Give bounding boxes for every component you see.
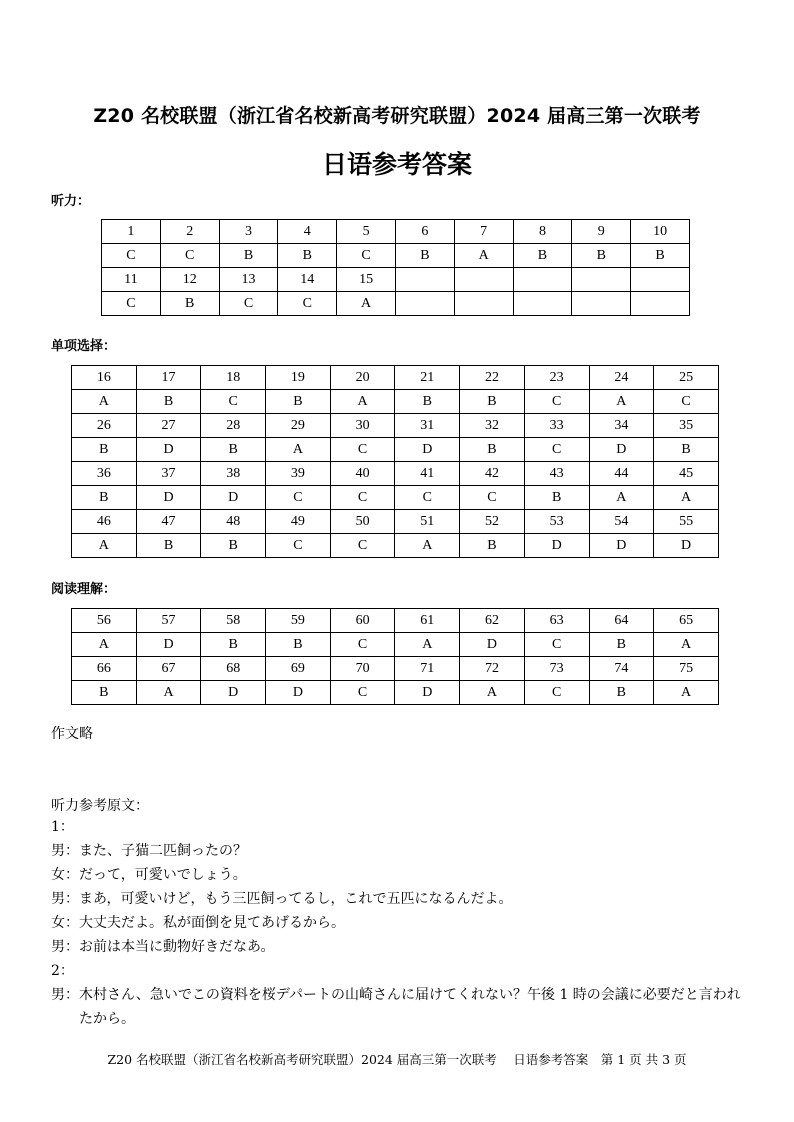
question-number-cell: 10: [631, 220, 690, 244]
answer-cell: D: [395, 681, 460, 705]
table-row: [72, 657, 719, 681]
table-row: [102, 268, 690, 292]
answer-cell: C: [395, 486, 460, 510]
document-title: Z20 名校联盟（浙江省名校新高考研究联盟）2024 届高三第一次联考: [93, 105, 701, 127]
table-row: [102, 220, 690, 244]
table-row: [102, 292, 690, 316]
answer-cell: C: [337, 244, 396, 268]
answer-cell: [454, 292, 513, 316]
page-footer: Z20 名校联盟（浙江省名校新高考研究联盟）2024 届高三第一次联考 日语参考答案 第 1 页 共 3 页: [107, 1052, 687, 1067]
answer-cell: B: [460, 534, 525, 558]
answer-cell: B: [219, 244, 278, 268]
answer-cell: B: [631, 244, 690, 268]
dialogue-text: 大丈夫だよ。私が面倒を見てあげるから。: [79, 915, 345, 931]
table-row: [72, 390, 719, 414]
answer-cell: C: [460, 486, 525, 510]
answer-cell: A: [460, 681, 525, 705]
answer-cell: B: [72, 486, 137, 510]
answer-cell: C: [278, 292, 337, 316]
question-number-cell: 2: [160, 220, 219, 244]
answer-cell: A: [72, 534, 137, 558]
answer-cell: B: [72, 681, 137, 705]
answer-cell: C: [330, 438, 395, 462]
dialogue-line: [51, 863, 751, 887]
answer-cell: A: [136, 681, 201, 705]
answer-cell: D: [589, 534, 654, 558]
dialogue-line: [51, 887, 751, 911]
question-number-cell: 72: [460, 657, 525, 681]
answer-cell: A: [654, 633, 719, 657]
answer-cell: D: [136, 438, 201, 462]
answer-cell: D: [201, 486, 266, 510]
question-number-cell: 66: [72, 657, 137, 681]
question-number-cell: 4: [278, 220, 337, 244]
question-number-cell: 43: [524, 462, 589, 486]
question-number-cell: 40: [330, 462, 395, 486]
answer-cell: C: [201, 390, 266, 414]
answer-cell: A: [395, 534, 460, 558]
dialogue-text: まあ，可愛いけど，もう三匹飼ってるし，これで五匹になるんだよ。: [79, 891, 513, 907]
dialogue-text: お前は本当に動物好きだなあ。: [79, 939, 275, 955]
question-number-cell: 34: [589, 414, 654, 438]
answer-cell: B: [201, 633, 266, 657]
speaker-label: 女：: [51, 915, 79, 931]
question-number-cell: 21: [395, 366, 460, 390]
answer-cell: D: [395, 438, 460, 462]
essay-note: 作文略: [51, 726, 93, 742]
question-number-cell: 30: [330, 414, 395, 438]
speaker-label: 男：: [51, 987, 79, 1003]
speaker-label: 女：: [51, 867, 79, 883]
question-number-cell: 31: [395, 414, 460, 438]
answer-cell: B: [72, 438, 137, 462]
answer-cell: B: [572, 244, 631, 268]
answer-cell: A: [589, 486, 654, 510]
answer-cell: D: [201, 681, 266, 705]
question-number-cell: 58: [201, 609, 266, 633]
question-number-cell: 5: [337, 220, 396, 244]
dialogue-text: 木村さん、急いでこの資料を桜デパートの山崎さんに届けてくれない？午後 1 時の会議に必要だと言われたから。: [79, 987, 741, 1027]
answer-cell: A: [337, 292, 396, 316]
answer-cell: C: [160, 244, 219, 268]
answer-cell: B: [589, 633, 654, 657]
answer-cell: B: [589, 681, 654, 705]
answer-cell: B: [136, 390, 201, 414]
question-number-cell: [572, 268, 631, 292]
question-number-cell: 51: [395, 510, 460, 534]
question-number-cell: 23: [524, 366, 589, 390]
answer-cell: D: [460, 633, 525, 657]
question-number-cell: 6: [395, 220, 454, 244]
question-number-cell: 19: [266, 366, 331, 390]
question-number-cell: [395, 268, 454, 292]
question-number-cell: 44: [589, 462, 654, 486]
question-number-cell: 62: [460, 609, 525, 633]
dialogue-line: [51, 911, 751, 935]
question-number-cell: 35: [654, 414, 719, 438]
table-row: [72, 510, 719, 534]
answer-cell: B: [201, 534, 266, 558]
answer-cell: [513, 292, 572, 316]
question-number-cell: 1: [102, 220, 161, 244]
question-number-cell: 46: [72, 510, 137, 534]
question-number-cell: 26: [72, 414, 137, 438]
question-number-cell: 16: [72, 366, 137, 390]
question-number-cell: 38: [201, 462, 266, 486]
question-number-cell: 49: [266, 510, 331, 534]
question-number-cell: 52: [460, 510, 525, 534]
question-number-cell: 18: [201, 366, 266, 390]
question-number-cell: 22: [460, 366, 525, 390]
question-number-cell: 64: [589, 609, 654, 633]
answer-cell: D: [136, 486, 201, 510]
question-number-cell: 74: [589, 657, 654, 681]
listening-section-label: 听力：: [51, 194, 91, 209]
answer-cell: C: [102, 244, 161, 268]
question-number-cell: 29: [266, 414, 331, 438]
answer-cell: B: [460, 390, 525, 414]
question-number-cell: 13: [219, 268, 278, 292]
question-number-cell: 28: [201, 414, 266, 438]
question-number-cell: 45: [654, 462, 719, 486]
question-number-cell: 50: [330, 510, 395, 534]
answer-cell: C: [266, 534, 331, 558]
answer-cell: C: [266, 486, 331, 510]
question-1-dialogue: [51, 839, 751, 959]
listening-answer-table: [101, 219, 690, 316]
question-number-cell: [513, 268, 572, 292]
question-number-cell: 70: [330, 657, 395, 681]
question-number-cell: 33: [524, 414, 589, 438]
question-number-cell: 42: [460, 462, 525, 486]
question-number-cell: 8: [513, 220, 572, 244]
single-choice-answer-table: [71, 365, 719, 558]
question-number-cell: 9: [572, 220, 631, 244]
answer-cell: B: [513, 244, 572, 268]
table-row: [72, 414, 719, 438]
answer-cell: D: [654, 534, 719, 558]
reading-answer-table: [71, 608, 719, 705]
question-number-cell: 59: [266, 609, 331, 633]
answer-cell: B: [266, 633, 331, 657]
question-number-cell: 71: [395, 657, 460, 681]
question-number-cell: 12: [160, 268, 219, 292]
question-number-cell: 25: [654, 366, 719, 390]
question-number-cell: 36: [72, 462, 137, 486]
single-choice-section-label: 单项选择：: [51, 339, 117, 354]
question-2-label: 2：: [51, 963, 74, 979]
answer-cell: B: [654, 438, 719, 462]
question-2-dialogue: [51, 983, 751, 1031]
reading-section-label: 阅读理解：: [51, 582, 117, 597]
question-number-cell: [631, 268, 690, 292]
answer-cell: A: [72, 390, 137, 414]
answer-cell: A: [330, 390, 395, 414]
table-row: [72, 462, 719, 486]
answer-cell: [572, 292, 631, 316]
table-row: [72, 366, 719, 390]
speaker-label: 男：: [51, 891, 79, 907]
table-row: [72, 681, 719, 705]
answer-cell: C: [330, 681, 395, 705]
question-number-cell: 65: [654, 609, 719, 633]
answer-cell: B: [266, 390, 331, 414]
answer-cell: [631, 292, 690, 316]
question-number-cell: 3: [219, 220, 278, 244]
answer-cell: D: [136, 633, 201, 657]
question-number-cell: 57: [136, 609, 201, 633]
dialogue-line: [51, 839, 751, 863]
transcript-body: [51, 815, 751, 1031]
question-number-cell: 41: [395, 462, 460, 486]
question-number-cell: 68: [201, 657, 266, 681]
question-number-cell: 63: [524, 609, 589, 633]
answer-cell: A: [589, 390, 654, 414]
question-number-cell: 14: [278, 268, 337, 292]
question-number-cell: 75: [654, 657, 719, 681]
answer-cell: B: [524, 486, 589, 510]
answer-cell: C: [330, 633, 395, 657]
answer-cell: B: [460, 438, 525, 462]
answer-cell: A: [395, 633, 460, 657]
answer-cell: C: [219, 292, 278, 316]
answer-cell: C: [524, 633, 589, 657]
question-1-label: 1：: [51, 819, 74, 835]
question-number-cell: 15: [337, 268, 396, 292]
question-number-cell: 39: [266, 462, 331, 486]
dialogue-text: また、子猫二匹飼ったの？: [79, 843, 247, 859]
answer-cell: B: [160, 292, 219, 316]
document-subtitle: 日语参考答案: [321, 150, 472, 179]
question-number-cell: 73: [524, 657, 589, 681]
table-row: [72, 534, 719, 558]
speaker-label: 男：: [51, 939, 79, 955]
question-number-cell: 24: [589, 366, 654, 390]
answer-cell: B: [201, 438, 266, 462]
question-number-cell: 32: [460, 414, 525, 438]
answer-cell: C: [330, 534, 395, 558]
answer-cell: C: [330, 486, 395, 510]
question-number-cell: 47: [136, 510, 201, 534]
question-number-cell: 56: [72, 609, 137, 633]
answer-cell: C: [102, 292, 161, 316]
answer-cell: A: [266, 438, 331, 462]
dialogue-line: [51, 983, 751, 1031]
answer-cell: B: [395, 390, 460, 414]
table-row: [72, 609, 719, 633]
dialogue-line: [51, 935, 751, 959]
speaker-label: 男：: [51, 843, 79, 859]
question-number-cell: 27: [136, 414, 201, 438]
answer-cell: B: [395, 244, 454, 268]
question-number-cell: 55: [654, 510, 719, 534]
question-number-cell: 11: [102, 268, 161, 292]
answer-cell: A: [454, 244, 513, 268]
dialogue-text: だって，可愛いでしょう。: [79, 867, 247, 883]
answer-cell: A: [654, 681, 719, 705]
question-number-cell: [454, 268, 513, 292]
question-number-cell: 37: [136, 462, 201, 486]
answer-cell: C: [654, 390, 719, 414]
answer-cell: B: [136, 534, 201, 558]
question-number-cell: 61: [395, 609, 460, 633]
question-number-cell: 53: [524, 510, 589, 534]
question-number-cell: 69: [266, 657, 331, 681]
question-number-cell: 67: [136, 657, 201, 681]
table-row: [72, 438, 719, 462]
transcript-heading: 听力参考原文：: [51, 798, 149, 814]
answer-cell: A: [654, 486, 719, 510]
question-number-cell: 60: [330, 609, 395, 633]
answer-cell: C: [524, 438, 589, 462]
answer-cell: D: [266, 681, 331, 705]
answer-cell: C: [524, 681, 589, 705]
table-row: [102, 244, 690, 268]
answer-cell: D: [524, 534, 589, 558]
question-number-cell: 48: [201, 510, 266, 534]
answer-cell: B: [278, 244, 337, 268]
answer-cell: C: [524, 390, 589, 414]
table-row: [72, 633, 719, 657]
question-number-cell: 17: [136, 366, 201, 390]
question-number-cell: 54: [589, 510, 654, 534]
table-row: [72, 486, 719, 510]
answer-cell: A: [72, 633, 137, 657]
question-number-cell: 7: [454, 220, 513, 244]
question-number-cell: 20: [330, 366, 395, 390]
answer-cell: [395, 292, 454, 316]
answer-cell: D: [589, 438, 654, 462]
